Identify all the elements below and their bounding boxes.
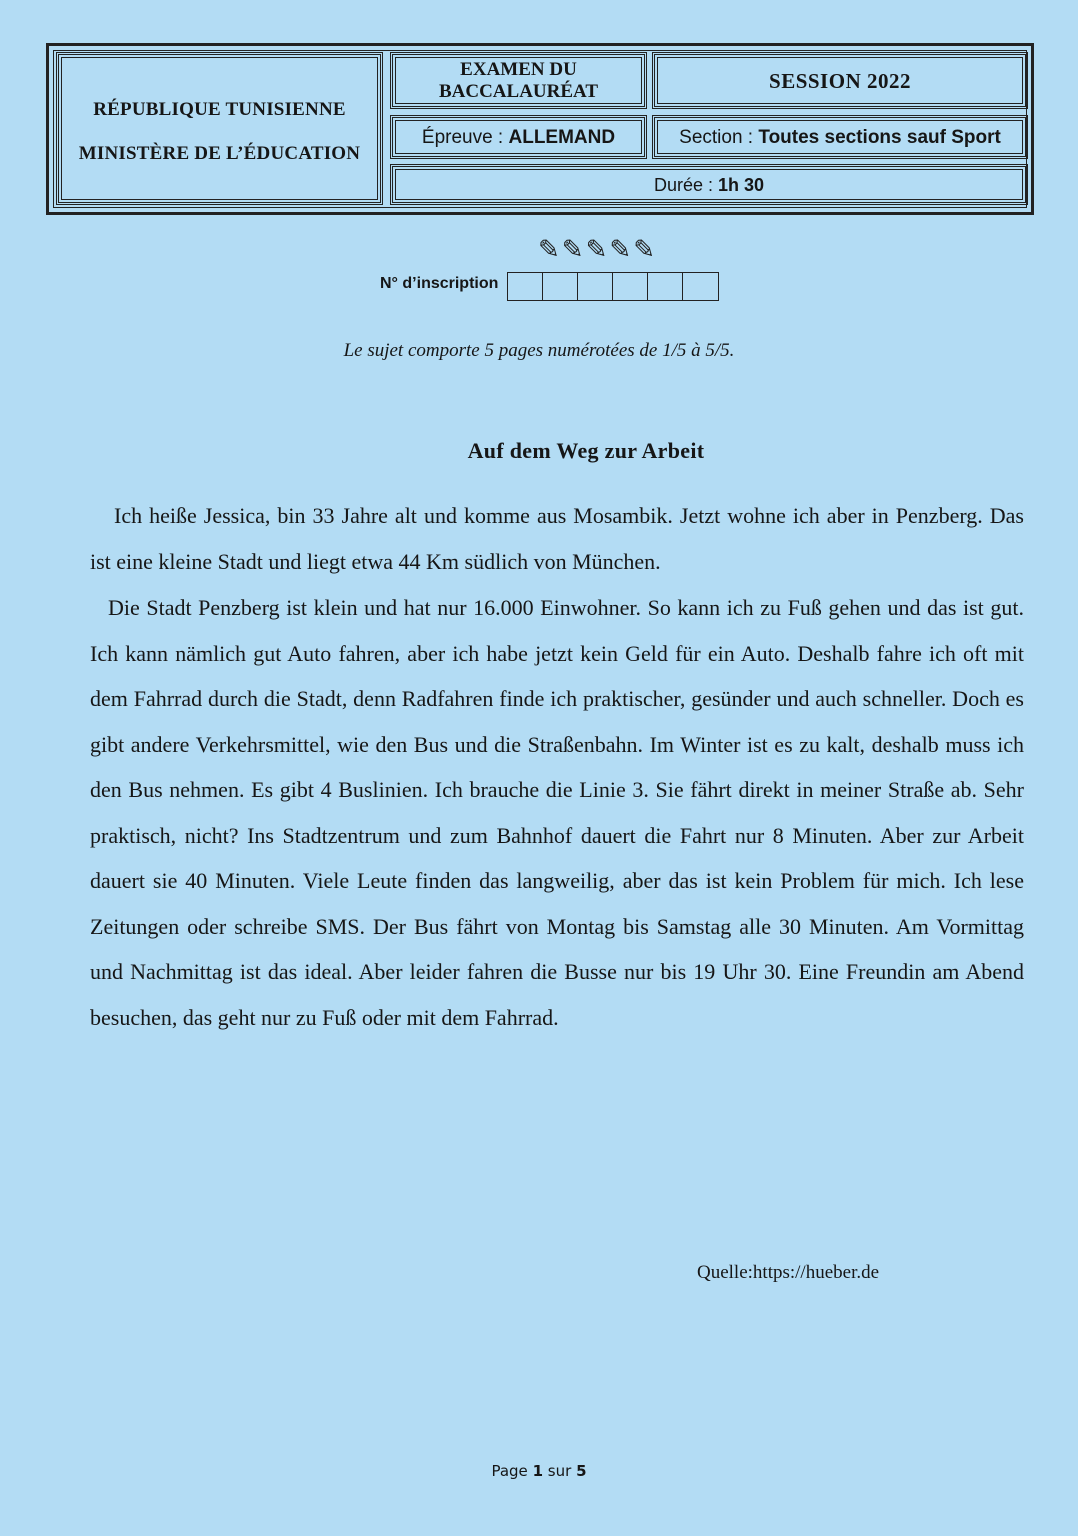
registration-digit-box[interactable] xyxy=(683,273,718,300)
pencil-icon: ✎ xyxy=(609,235,632,264)
registration-digit-box[interactable] xyxy=(543,273,578,300)
registration-label: N° d’inscription xyxy=(380,275,499,292)
pencil-icon: ✎ xyxy=(561,235,584,264)
pencil-icon: ✎ xyxy=(633,235,655,264)
subject-note: Le sujet comporte 5 pages numérotées de 1/5 à 5/5. xyxy=(343,340,735,361)
exam-title-line1: EXAMEN DU xyxy=(460,59,577,80)
exam-title xyxy=(393,59,644,103)
text-title: Auf dem Weg zur Arbeit xyxy=(467,438,705,463)
paragraph-1: Ich heiße Jessica, bin 33 Jahre alt und komme aus Mosambik. Jetzt wohne ich aber in Penzberg. Das ist eine kleine Stadt und liegt etwa 44 Km südlich von München. xyxy=(90,503,1024,574)
registration-digit-box[interactable] xyxy=(578,273,613,300)
section-value: Toutes sections sauf Sport xyxy=(758,127,1001,148)
section-field xyxy=(655,127,1025,149)
republic-label: RÉPUBLIQUE TUNISIENNE xyxy=(93,99,346,120)
pencil-icon: ✎ xyxy=(538,235,560,264)
epreuve-label: Épreuve : xyxy=(421,127,504,148)
source-citation: Quelle:https://hueber.de xyxy=(697,1262,880,1283)
duree-field xyxy=(393,175,1025,196)
duree-label: Durée : xyxy=(653,175,713,195)
section-label: Section : xyxy=(679,127,754,148)
duree-cell xyxy=(390,164,1028,205)
epreuve-value: ALLEMAND xyxy=(508,127,616,148)
epreuve-cell xyxy=(390,115,647,159)
registration-number-boxes[interactable] xyxy=(507,272,719,301)
section-cell xyxy=(652,115,1028,159)
institution-cell xyxy=(56,52,383,205)
paragraph-2: Die Stadt Penzberg ist klein und hat nur 16.000 Einwohner. So kann ich zu Fuß gehen und das ist gut. Ich kann nämlich gut Auto fahren, aber ich habe jetzt kein Geld für ein Auto. Deshalb fahre ich oft mit dem Fahrrad durch die Stadt, denn Radfahren finde ich praktischer, gesünder und auch schneller. Doch es gibt andere Verkehrsmittel, wie den Bus und die Straßenbahn. Im Winter ist es zu kalt, deshalb muss ich den Bus nehmen. Es gibt 4 Buslinien. Ich brauche die Linie 3. Sie fährt direkt in meiner Straße ab. Sehr praktisch, nicht? Ins Stadtzentrum und zum Bahnhof dauert die Fahrt nur 8 Minuten. Aber zur Arbeit dauert sie 40 Minuten. Viele Leute finden das langweilig, aber das ist kein Problem für mich. Ich lese Zeitungen oder schreibe SMS. Der Bus fährt von Montag bis Samstag alle 30 Minuten. Am Vormittag und Nachmittag ist das ideal. Aber leider fahren die Busse nur bis 19 Uhr 30. Eine Freundin am Abend besuchen, das geht nur zu Fuß oder mit dem Fahrrad. xyxy=(90,595,1024,1030)
page-total: 5 xyxy=(576,1462,587,1480)
session-label: SESSION 2022 xyxy=(769,69,911,93)
page-current: 1 xyxy=(532,1462,544,1480)
registration-digit-box[interactable] xyxy=(613,273,648,300)
page-word: Page xyxy=(491,1462,528,1480)
page-number xyxy=(0,1462,1078,1480)
session-cell xyxy=(652,52,1028,109)
pencil-icon: ✎ xyxy=(585,235,608,264)
epreuve-field xyxy=(393,127,644,149)
page-sep: sur xyxy=(547,1462,572,1480)
registration-digit-box[interactable] xyxy=(648,273,683,300)
duree-value: 1h 30 xyxy=(718,175,765,195)
ministry-label: MINISTÈRE DE L’ÉDUCATION xyxy=(78,143,361,164)
registration-digit-box[interactable] xyxy=(508,273,543,300)
exam-cell xyxy=(390,52,647,109)
exam-title-line2: BACCALAURÉAT xyxy=(438,81,599,102)
pencil-row xyxy=(538,236,698,266)
